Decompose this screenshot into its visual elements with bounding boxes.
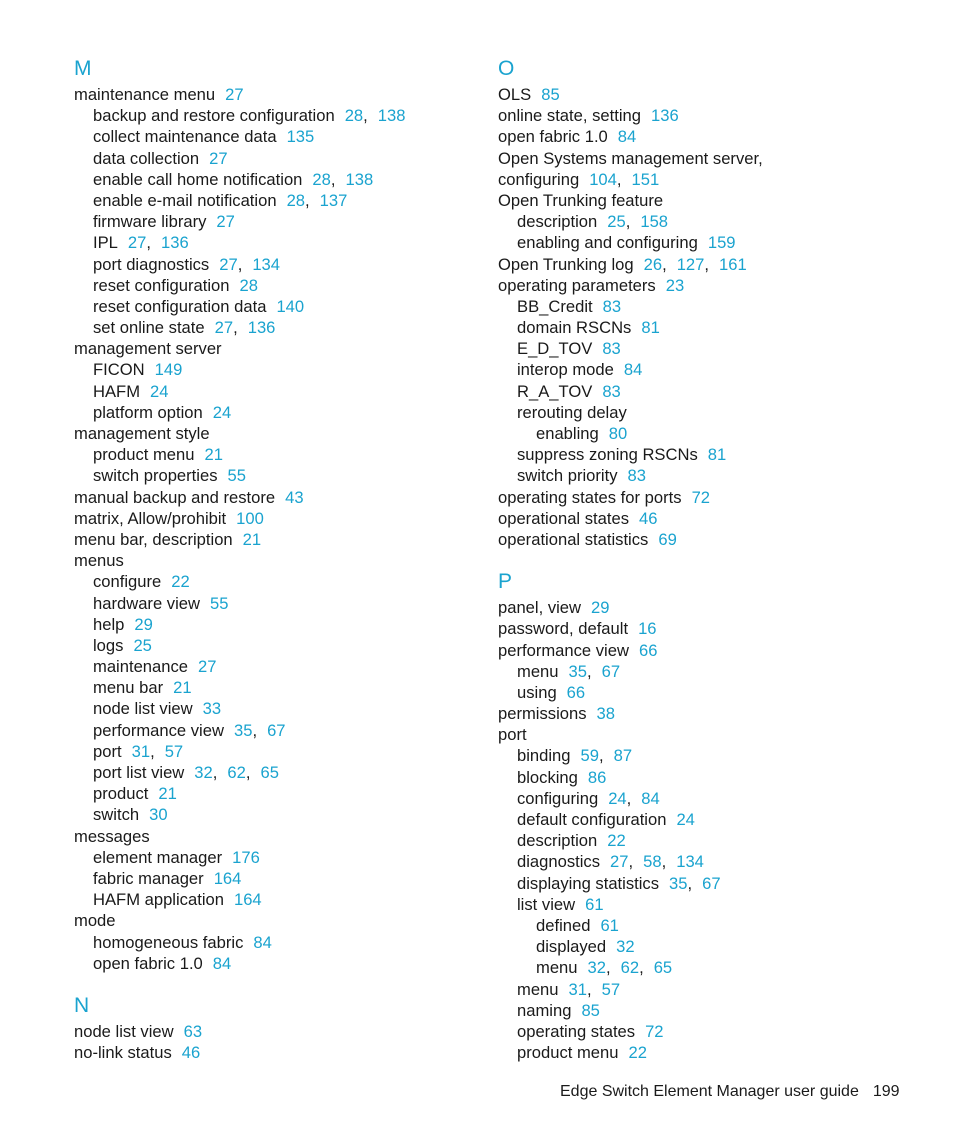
index-term: IPL — [93, 233, 118, 253]
index-letter-heading: N — [74, 993, 90, 1017]
index-term: enable e-mail notification — [93, 190, 277, 210]
page-link[interactable]: 28 — [239, 275, 258, 295]
index-term: Open Trunking feature — [498, 190, 664, 210]
page-link[interactable]: 21 — [204, 445, 223, 465]
index-entry — [74, 211, 474, 232]
index-term: default configuration — [517, 810, 667, 830]
index-entry: performance view 35, 67 — [93, 720, 286, 740]
index-entry — [74, 677, 474, 698]
page-link[interactable]: 83 — [602, 381, 621, 401]
page-link[interactable]: 24 — [608, 788, 627, 808]
index-entry — [498, 296, 918, 317]
page-link[interactable]: 33 — [202, 699, 222, 719]
page-link[interactable]: 161 — [719, 254, 747, 274]
page-link[interactable]: 26 — [643, 254, 663, 274]
index-term: enabling and configuring — [517, 233, 698, 253]
index-entry: set online state 27, 136 — [93, 318, 276, 338]
page-link[interactable]: 25 — [133, 635, 152, 655]
page-link[interactable]: 23 — [665, 275, 685, 295]
index-term: diagnostics — [517, 852, 601, 872]
page-link[interactable]: 21 — [158, 784, 177, 804]
index-entry — [498, 1042, 918, 1063]
page-link[interactable]: 27 — [214, 318, 234, 338]
index-term: node list view — [93, 699, 193, 719]
page-link[interactable]: 25 — [607, 212, 626, 232]
page-link[interactable]: 27 — [127, 233, 147, 253]
index-term: help — [93, 614, 125, 634]
page-link[interactable]: 83 — [602, 296, 622, 316]
index-term: set online state — [93, 318, 205, 338]
index-term: performance view — [498, 640, 629, 660]
page-link[interactable]: 67 — [267, 720, 286, 740]
index-term: menu bar, description — [74, 529, 233, 549]
index-entry — [74, 402, 474, 423]
section-gap — [498, 550, 918, 571]
index-term: R_A_TOV — [517, 381, 593, 401]
index-term: description — [517, 212, 598, 232]
page-link[interactable]: 136 — [161, 233, 189, 253]
index-term: displayed — [536, 937, 607, 957]
index-entry — [498, 465, 918, 486]
page-link[interactable]: 84 — [641, 788, 660, 808]
index-entry — [498, 359, 918, 380]
index-term: password, default — [498, 619, 629, 639]
index-entry — [74, 889, 474, 910]
index-entry — [498, 618, 918, 639]
index-entry: Open Trunking log 26, 127, 161 — [498, 254, 747, 274]
index-entry — [74, 275, 474, 296]
index-entry — [74, 635, 474, 656]
page-link[interactable]: 24 — [150, 381, 169, 401]
page-link[interactable]: 85 — [581, 1000, 600, 1020]
index-entry: description 25, 158 — [517, 212, 669, 232]
index-entry — [498, 936, 918, 957]
page-link[interactable]: 27 — [219, 254, 238, 274]
page-link[interactable]: 134 — [252, 254, 281, 274]
index-term: enabling — [536, 424, 599, 444]
index-entry — [74, 656, 474, 677]
index-term: using — [517, 682, 557, 702]
index-term: blocking — [517, 767, 578, 787]
index-entry — [74, 847, 474, 868]
index-term: BB_Credit — [517, 296, 593, 316]
index-entry: Open Systems management server, configuring 104, 151 — [498, 148, 763, 189]
index-entry — [498, 640, 918, 661]
index-term: collect maintenance data — [93, 127, 277, 147]
index-term: platform option — [93, 402, 203, 422]
page-link[interactable]: 176 — [232, 847, 260, 867]
page-link[interactable]: 35 — [233, 720, 253, 740]
index-entry — [74, 444, 474, 465]
index-term: menu — [517, 661, 559, 681]
index-column-left — [74, 58, 474, 1063]
page-link[interactable]: 22 — [171, 572, 190, 592]
page-link[interactable]: 28 — [312, 169, 331, 189]
index-entry — [498, 126, 918, 147]
page-link[interactable]: 27 — [209, 148, 228, 168]
index-term: operating states for ports — [498, 487, 682, 507]
index-term: switch properties — [93, 466, 218, 486]
index-term: management style — [74, 424, 210, 443]
index-entry — [74, 84, 474, 105]
index-entry — [74, 465, 474, 486]
page-link[interactable]: 84 — [623, 360, 643, 380]
index-term: configuring — [517, 788, 599, 808]
index-entry — [498, 190, 918, 211]
index-term: fabric manager — [93, 868, 204, 888]
index-term: menus — [74, 551, 124, 571]
page-link[interactable]: 65 — [653, 958, 673, 978]
index-term: performance view — [93, 720, 224, 740]
index-term: configure — [93, 572, 162, 592]
index-column-right — [498, 58, 918, 1063]
page-link[interactable]: 57 — [601, 979, 621, 999]
index-term: port — [93, 741, 122, 761]
index-term: open fabric 1.0 — [93, 953, 203, 973]
index-entry: IPL 27, 136 — [93, 233, 189, 253]
index-term: menu — [517, 979, 559, 999]
index-term: homogeneous fabric — [93, 932, 244, 952]
index-entry — [74, 423, 474, 444]
page-link[interactable]: 29 — [591, 598, 610, 618]
page-link[interactable]: 27 — [216, 212, 235, 232]
page-link[interactable]: 55 — [227, 466, 246, 486]
page-link[interactable]: 81 — [641, 318, 660, 338]
index-entry: diagnostics 27, 58, 134 — [517, 852, 704, 872]
index-entry — [74, 868, 474, 889]
index-term: logs — [93, 635, 124, 655]
index-term: naming — [517, 1000, 572, 1020]
index-term: management server — [74, 339, 222, 359]
index-entry — [498, 830, 918, 851]
index-term: matrix, Allow/prohibit — [74, 508, 227, 528]
page-link[interactable]: 32 — [616, 937, 635, 957]
page-link[interactable]: 69 — [658, 529, 677, 549]
index-term: list view — [517, 894, 576, 914]
page-link[interactable]: 62 — [620, 958, 640, 978]
index-entry — [498, 381, 918, 402]
index-entry — [74, 932, 474, 953]
index-entry — [74, 296, 474, 317]
index-entry — [74, 381, 474, 402]
index-entry — [498, 894, 918, 915]
page-link[interactable]: 31 — [131, 741, 151, 761]
index-term: interop mode — [517, 360, 614, 380]
index-term: no-link status — [74, 1043, 172, 1063]
page-link[interactable]: 27 — [610, 852, 629, 872]
index-term: switch priority — [517, 466, 618, 486]
index-entry — [74, 953, 474, 974]
index-entry — [74, 487, 474, 508]
index-term: operational statistics — [498, 529, 649, 549]
page-link[interactable]: 67 — [702, 873, 721, 893]
index-term: port — [498, 725, 527, 745]
index-entry: port 31, 57 — [93, 741, 184, 761]
index-entry — [74, 529, 474, 550]
index-entry — [74, 550, 474, 571]
index-term: E_D_TOV — [517, 339, 593, 359]
page-link[interactable]: 136 — [650, 106, 679, 126]
index-entry — [498, 444, 918, 465]
index-term: description — [517, 831, 598, 851]
index-term: enable call home notification — [93, 169, 303, 189]
index-entry — [498, 338, 918, 359]
page-link[interactable]: 149 — [154, 360, 183, 380]
page-link[interactable]: 16 — [638, 619, 657, 639]
page-link[interactable]: 63 — [183, 1021, 203, 1041]
page-link[interactable]: 59 — [580, 746, 599, 766]
page-link[interactable]: 66 — [638, 640, 658, 660]
page-link[interactable]: 134 — [676, 852, 704, 872]
page-link[interactable]: 67 — [601, 661, 621, 681]
page-link[interactable]: 80 — [608, 424, 628, 444]
index-entry — [498, 724, 918, 745]
index-entry — [74, 148, 474, 169]
index-entry — [74, 1042, 474, 1063]
page-link[interactable]: 81 — [707, 445, 727, 465]
index-term: product — [93, 784, 149, 804]
page-link[interactable]: 84 — [253, 932, 272, 952]
index-entry: port diagnostics 27, 134 — [93, 254, 281, 274]
index-term: online state, setting — [498, 106, 641, 126]
page-link[interactable]: 137 — [319, 190, 348, 210]
page-link[interactable]: 24 — [212, 402, 232, 422]
index-entry: menu 32, 62, 65 — [536, 958, 673, 978]
index-letter-heading: O — [498, 57, 515, 80]
index-term: rerouting delay — [517, 402, 627, 422]
footer-title: Edge Switch Element Manager user guide — [560, 1083, 859, 1100]
index-entry — [498, 232, 918, 253]
page-link[interactable]: 32 — [587, 958, 606, 978]
index-entry — [498, 682, 918, 703]
index-entry — [74, 783, 474, 804]
page-link[interactable]: 61 — [600, 915, 619, 935]
page-link[interactable]: 55 — [209, 593, 229, 613]
index-entry — [74, 126, 474, 147]
page-link[interactable]: 159 — [707, 233, 736, 253]
index-entry — [74, 338, 474, 359]
index-entry — [74, 698, 474, 719]
index-entry — [498, 809, 918, 830]
index-entry: menu 35, 67 — [517, 661, 621, 681]
page-link[interactable]: 65 — [260, 763, 279, 782]
index-entry — [498, 317, 918, 338]
page-link[interactable]: 66 — [566, 682, 586, 702]
index-term: switch — [93, 805, 140, 825]
page-link[interactable]: 84 — [212, 953, 232, 973]
page-link[interactable]: 29 — [134, 614, 153, 634]
index-term: operating states — [517, 1021, 636, 1041]
index-entry: binding 59, 87 — [517, 746, 633, 766]
index-entry: backup and restore configuration 28, 138 — [93, 106, 406, 126]
index-entry — [498, 105, 918, 126]
page-link[interactable]: 24 — [676, 810, 695, 830]
index-letter-heading: M — [74, 57, 92, 80]
page-link[interactable]: 35 — [669, 873, 688, 893]
index-entry — [74, 614, 474, 635]
page-link[interactable]: 136 — [247, 318, 276, 338]
page-link[interactable]: 84 — [617, 127, 637, 147]
page-link[interactable]: 83 — [602, 339, 621, 359]
page-link[interactable]: 43 — [285, 487, 304, 507]
index-entry: menu 31, 57 — [517, 979, 621, 999]
index-entry — [498, 1000, 918, 1021]
page-link[interactable]: 32 — [194, 763, 213, 782]
page-link[interactable]: 46 — [181, 1043, 201, 1063]
index-entry — [74, 804, 474, 825]
index-term: reset configuration data — [93, 296, 267, 316]
page-link[interactable]: 104 — [589, 169, 617, 189]
page-link[interactable]: 127 — [676, 254, 705, 274]
page-link[interactable]: 35 — [568, 661, 587, 681]
index-term: mode — [74, 911, 116, 931]
page-link[interactable]: 164 — [233, 890, 262, 910]
index-term: menu bar — [93, 678, 164, 698]
index-term: element manager — [93, 847, 223, 867]
index-term: HAFM — [93, 381, 141, 401]
page-link[interactable]: 62 — [227, 763, 246, 782]
index-term: open fabric 1.0 — [498, 127, 608, 147]
index-entry — [74, 593, 474, 614]
index-letter-heading: P — [498, 570, 513, 594]
index-term: backup and restore configuration — [93, 106, 335, 126]
page-link[interactable]: 30 — [149, 805, 168, 825]
page-link[interactable]: 21 — [173, 678, 192, 698]
index-entry — [498, 487, 918, 508]
index-entry — [498, 275, 918, 296]
page-link[interactable]: 58 — [643, 852, 662, 872]
index-term: firmware library — [93, 212, 207, 232]
index-term: hardware view — [93, 593, 200, 613]
page-link[interactable]: 164 — [213, 868, 242, 888]
index-entry — [498, 423, 918, 444]
page-link[interactable]: 100 — [236, 508, 264, 528]
index-term: FICON — [93, 360, 145, 380]
index-term: defined — [536, 915, 591, 935]
page-link[interactable]: 57 — [164, 741, 184, 761]
index-entry — [74, 359, 474, 380]
page-link[interactable]: 27 — [225, 85, 244, 104]
index-entry: enable e-mail notification 28, 137 — [93, 190, 348, 210]
index-term: reset configuration — [93, 275, 230, 295]
index-entry: displaying statistics 35, 67 — [517, 873, 721, 893]
page-link[interactable]: 87 — [613, 746, 633, 766]
page-link[interactable]: 140 — [276, 296, 305, 316]
index-term: manual backup and restore — [74, 487, 276, 507]
index-entry — [498, 84, 918, 105]
index-term: suppress zoning RSCNs — [517, 445, 698, 465]
index-term: data collection — [93, 148, 200, 168]
index-term: Open Trunking log — [498, 254, 634, 274]
page-link[interactable]: 72 — [645, 1021, 664, 1041]
page-link[interactable]: 28 — [286, 190, 306, 210]
index-term: permissions — [498, 704, 587, 724]
page-link[interactable]: 61 — [585, 894, 604, 914]
index-term: node list view — [74, 1021, 174, 1041]
index-term: maintenance menu — [74, 85, 216, 104]
page-link[interactable]: 72 — [691, 487, 711, 507]
index-term: Open Systems management server, configuring — [498, 148, 763, 189]
index-entry — [74, 571, 474, 592]
index-term: maintenance — [93, 657, 189, 677]
index-term: product menu — [517, 1043, 619, 1063]
index-entry — [498, 402, 918, 423]
footer-page-number: 199 — [872, 1083, 900, 1100]
page-link[interactable]: 83 — [627, 466, 646, 486]
page-link[interactable]: 86 — [587, 767, 607, 787]
page-link[interactable]: 135 — [286, 127, 315, 147]
page-link[interactable]: 151 — [631, 169, 660, 189]
page-link[interactable]: 21 — [242, 529, 262, 549]
page-link[interactable]: 22 — [607, 831, 626, 851]
index-term: OLS — [498, 85, 532, 104]
index-entry — [74, 826, 474, 847]
index-entry: enable call home notification 28, 138 — [93, 169, 374, 189]
index-entry — [498, 1021, 918, 1042]
section-gap — [74, 974, 474, 995]
page-link[interactable]: 27 — [198, 657, 217, 677]
index-entry: configuring 24, 84 — [517, 788, 660, 808]
index-entry — [498, 597, 918, 618]
index-term: messages — [74, 826, 150, 846]
page-link[interactable]: 85 — [541, 85, 560, 104]
index-entry: port list view 32, 62, 65 — [93, 763, 279, 782]
page-link[interactable]: 158 — [640, 212, 669, 232]
page-link[interactable]: 138 — [345, 169, 374, 189]
index-term: port list view — [93, 763, 185, 782]
page-link[interactable]: 22 — [628, 1043, 647, 1063]
index-entry — [498, 703, 918, 724]
index-entry — [498, 529, 918, 550]
index-term: product menu — [93, 445, 195, 465]
index-term: menu — [536, 958, 578, 978]
index-term: port diagnostics — [93, 254, 210, 274]
page-link[interactable]: 28 — [344, 106, 364, 126]
index-term: operational states — [498, 508, 629, 528]
index-entry — [498, 767, 918, 788]
index-term: HAFM application — [93, 890, 224, 910]
index-term: operating parameters — [498, 275, 656, 295]
page-link[interactable]: 138 — [377, 106, 406, 126]
index-entry — [74, 1021, 474, 1042]
index-entry — [74, 508, 474, 529]
index-entry — [74, 910, 474, 931]
index-term: panel, view — [498, 598, 582, 618]
page-link[interactable]: 31 — [568, 979, 587, 999]
index-term: displaying statistics — [517, 873, 660, 893]
page-link[interactable]: 38 — [596, 704, 615, 724]
page-footer — [560, 1082, 900, 1102]
index-entry — [498, 508, 918, 529]
index-entry — [498, 915, 918, 936]
index-term: domain RSCNs — [517, 318, 632, 338]
page-link[interactable]: 46 — [639, 508, 658, 528]
index-term: binding — [517, 746, 571, 766]
